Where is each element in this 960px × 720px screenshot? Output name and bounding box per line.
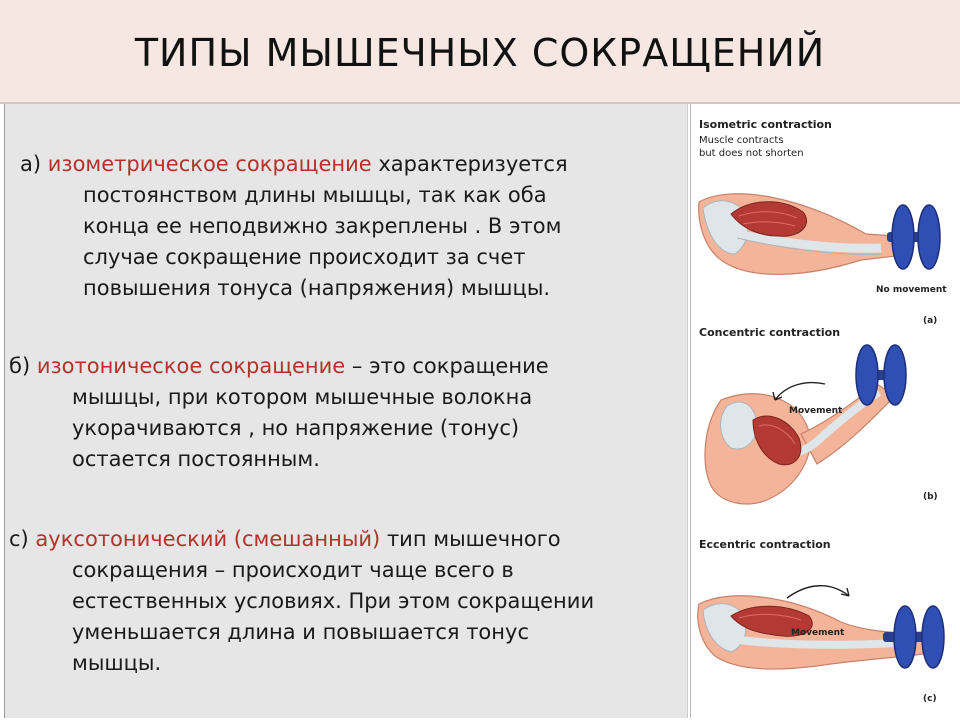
paragraph-first-rest: – это сокращение [345,354,549,378]
paragraph-line: повышения тонуса (напряжения) мышцы. [83,276,551,300]
paragraph-prefix: а) [20,152,48,176]
paragraph-first-rest: тип мышечного [380,527,561,551]
paragraph-first-line [9,351,659,382]
caption-isometric: Isometric contraction [699,118,832,131]
sub-caption-line: Muscle contracts [699,135,784,146]
sub-caption-line: but does not shorten [699,148,804,159]
concentric-arm-illustration [691,340,957,510]
paragraph-line: конца ее неподвижно закреплены . В этом [83,214,562,238]
panel-tag-b: (b) [923,492,938,502]
panel-tag-c: (c) [923,694,937,704]
eccentric-arm-illustration [691,574,957,714]
paragraph-prefix: б) [9,354,37,378]
text-panel [4,104,688,718]
paragraph-line: сокращения – происходит чаще всего в [72,558,514,582]
paragraph-line: постоянством длины мышцы, так как оба [83,183,547,207]
paragraph-first-rest: характеризуется [371,152,568,176]
paragraph-line: мышцы, при котором мышечные волокна [72,385,533,409]
paragraph-line: естественных условиях. При этом сокращении [72,589,595,613]
term-isotonic: изотоническое сокращение [36,354,346,378]
title-bar [0,0,960,104]
paragraph-line: уменьшается длина и повышается тонус [72,620,529,644]
caption-concentric: Concentric contraction [699,326,841,339]
paragraph-line: мышцы. [72,651,162,675]
paragraph-line: остается постоянным. [72,447,320,471]
paragraph-first-line [9,524,679,555]
panel-tag-a: (a) [923,316,938,326]
page-title: ТИПЫ МЫШЕЧНЫХ СОКРАЩЕНИЙ [134,31,826,75]
contraction-figure [690,104,956,718]
term-auxotonic: ауксотонический (смешанный) [35,527,381,551]
paragraph-auxotonic [9,524,679,679]
paragraph-first-line [20,149,660,180]
label-movement: Movement [791,628,845,638]
caption-eccentric: Eccentric contraction [699,538,831,551]
label-movement: Movement [789,406,843,416]
paragraph-prefix: с) [9,527,36,551]
label-no-movement: No movement [876,285,947,295]
paragraph-line: укорачиваются , но напряжение (тонус) [72,416,520,440]
term-isometric: изометрическое сокращение [47,152,372,176]
paragraph-isotonic [9,351,659,475]
paragraph-isometric [20,149,660,304]
paragraph-line: случае сокращение происходит за счет [83,245,526,269]
